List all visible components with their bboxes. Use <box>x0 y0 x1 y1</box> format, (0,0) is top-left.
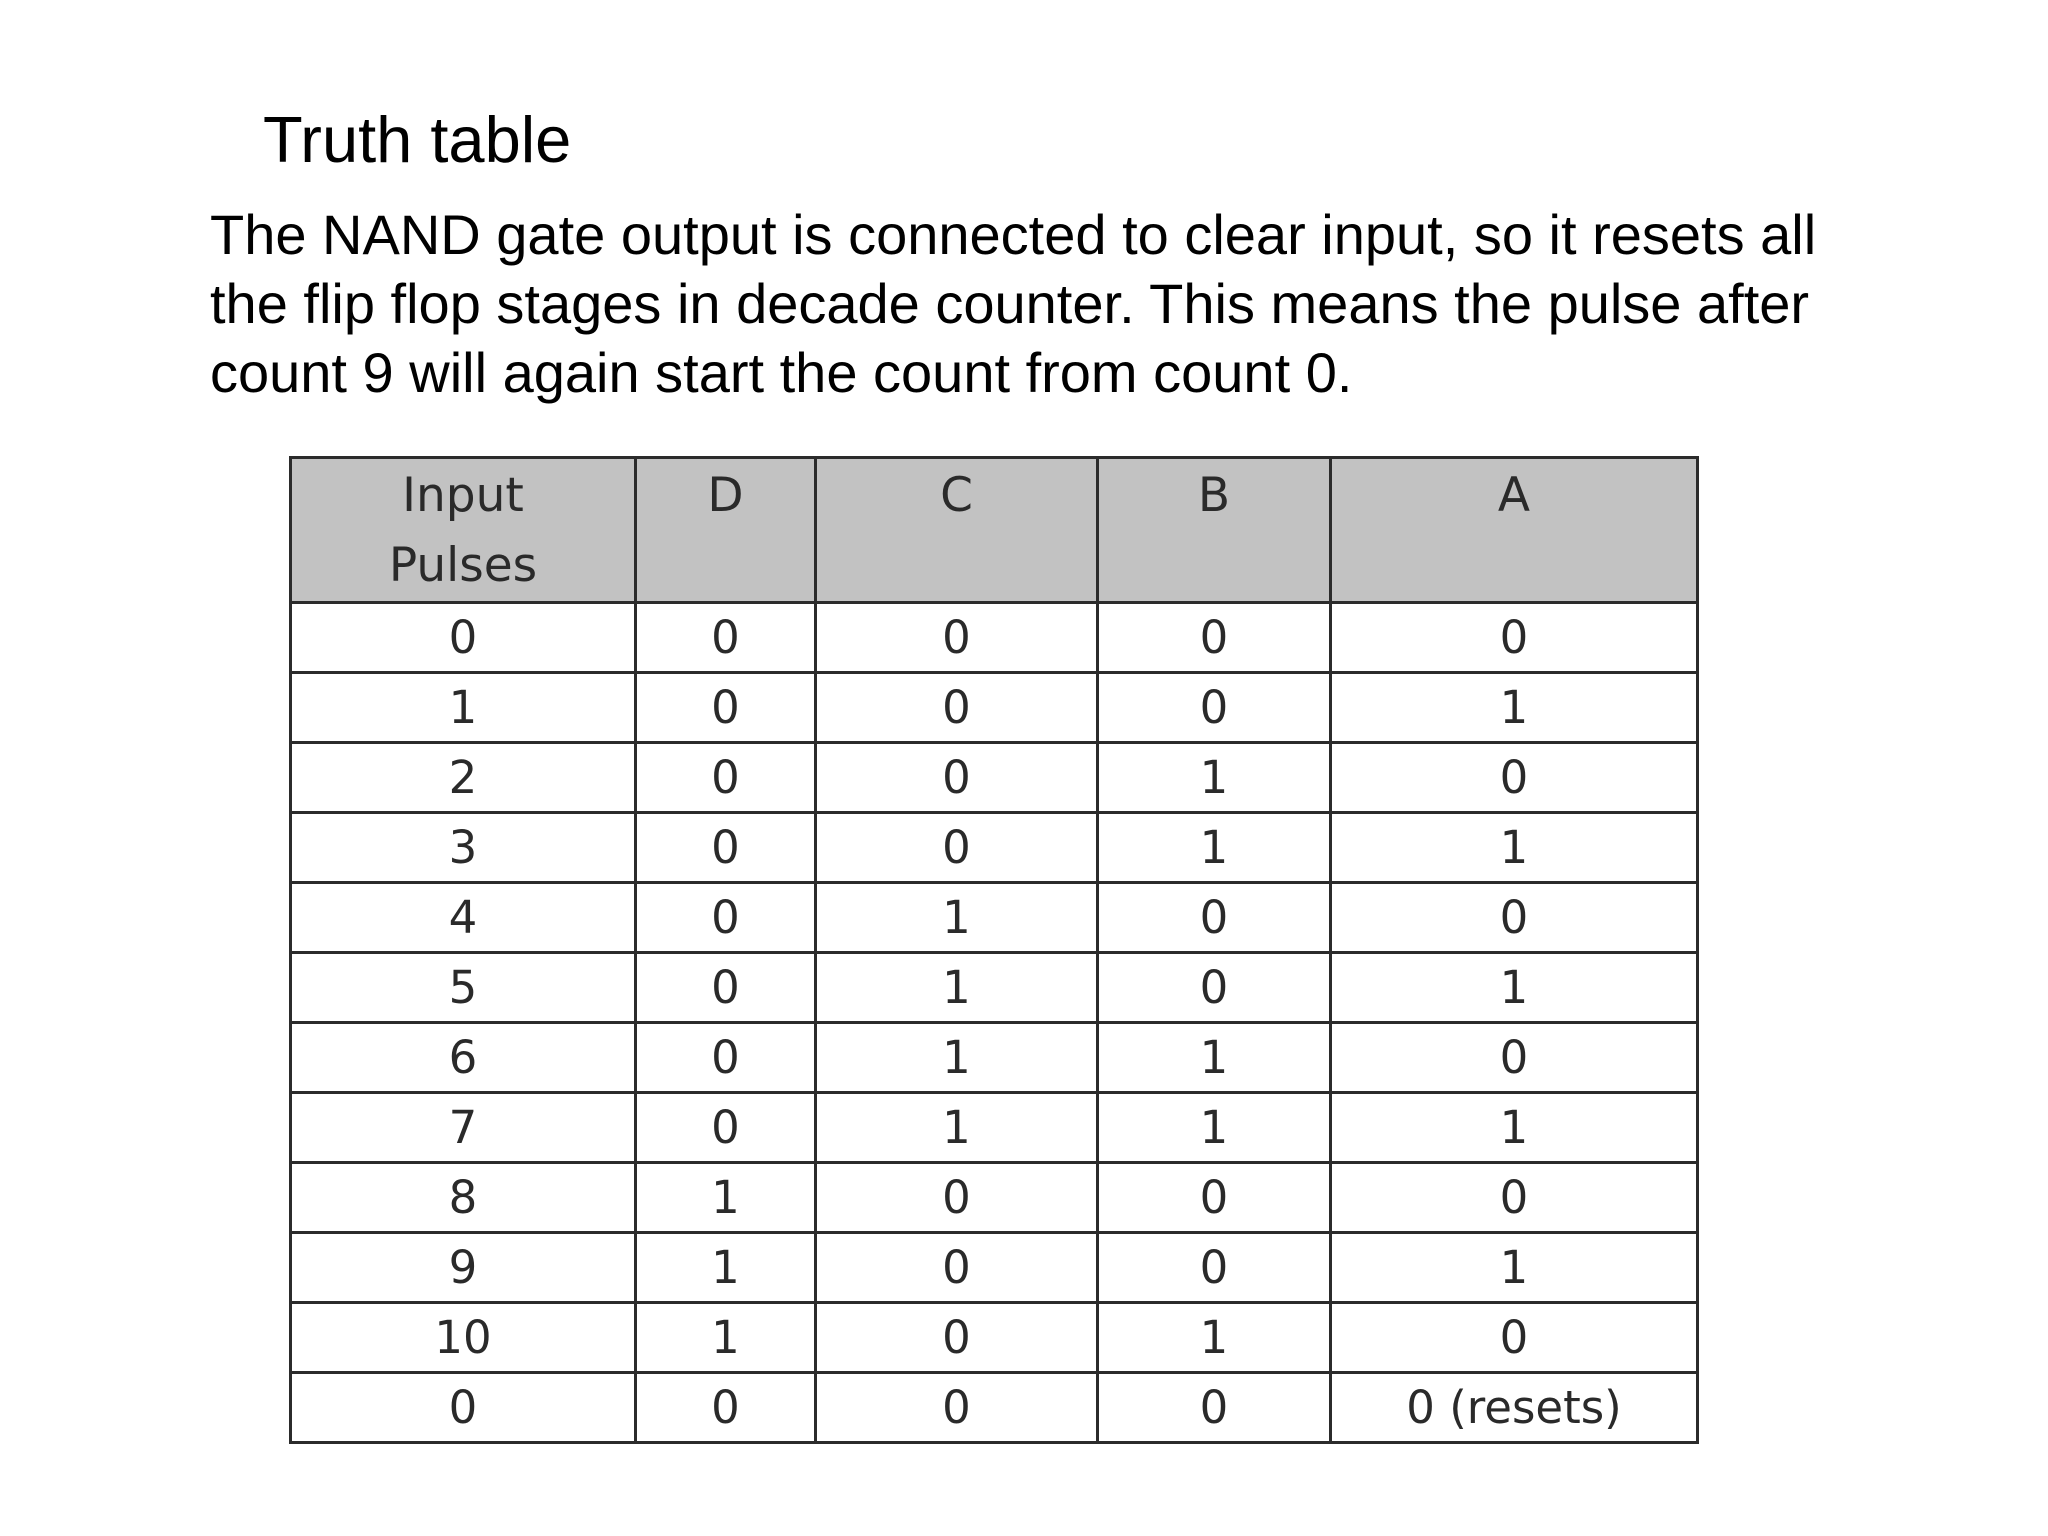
cell-b: 1 <box>1098 1093 1331 1163</box>
cell-input: 9 <box>291 1233 636 1303</box>
cell-b: 0 <box>1098 1163 1331 1233</box>
cell-c: 1 <box>816 1023 1098 1093</box>
table-row <box>291 1023 1698 1093</box>
cell-a: 1 <box>1331 813 1698 883</box>
cell-b: 0 <box>1098 1233 1331 1303</box>
slide-title: Truth table <box>263 103 572 176</box>
cell-c: 1 <box>816 1093 1098 1163</box>
truth-table <box>289 456 1699 1444</box>
table-row <box>291 1373 1698 1443</box>
cell-input: 4 <box>291 883 636 953</box>
description-line: the flip flop stages in decade counter. This means the pulse after <box>210 272 1810 335</box>
cell-input: 1 <box>291 673 636 743</box>
cell-c: 0 <box>816 743 1098 813</box>
header-d: D <box>636 458 816 603</box>
cell-d: 1 <box>636 1233 816 1303</box>
table-row <box>291 953 1698 1023</box>
cell-c: 1 <box>816 953 1098 1023</box>
cell-b: 1 <box>1098 1303 1331 1373</box>
cell-input: 10 <box>291 1303 636 1373</box>
cell-d: 0 <box>636 1023 816 1093</box>
cell-c: 1 <box>816 883 1098 953</box>
cell-d: 1 <box>636 1303 816 1373</box>
cell-d: 0 <box>636 743 816 813</box>
cell-a: 0 <box>1331 743 1698 813</box>
cell-input: 6 <box>291 1023 636 1093</box>
cell-a: 0 <box>1331 1303 1698 1373</box>
cell-c: 0 <box>816 673 1098 743</box>
header-b: B <box>1098 458 1331 603</box>
cell-a: 1 <box>1331 1233 1698 1303</box>
cell-a: 0 (resets) <box>1331 1373 1698 1443</box>
cell-c: 0 <box>816 1163 1098 1233</box>
cell-d: 0 <box>636 1093 816 1163</box>
cell-input: 3 <box>291 813 636 883</box>
cell-input: 0 <box>291 1373 636 1443</box>
cell-input: 2 <box>291 743 636 813</box>
cell-c: 0 <box>816 813 1098 883</box>
cell-a: 0 <box>1331 883 1698 953</box>
cell-c: 0 <box>816 603 1098 673</box>
cell-input: 7 <box>291 1093 636 1163</box>
cell-b: 1 <box>1098 743 1331 813</box>
header-a: A <box>1331 458 1698 603</box>
cell-c: 0 <box>816 1303 1098 1373</box>
cell-b: 0 <box>1098 1373 1331 1443</box>
table-row <box>291 1093 1698 1163</box>
table-row <box>291 883 1698 953</box>
table-row <box>291 603 1698 673</box>
cell-d: 0 <box>636 603 816 673</box>
cell-c: 0 <box>816 1373 1098 1443</box>
cell-a: 0 <box>1331 1023 1698 1093</box>
cell-d: 0 <box>636 673 816 743</box>
cell-input: 8 <box>291 1163 636 1233</box>
cell-d: 0 <box>636 1373 816 1443</box>
cell-b: 1 <box>1098 1023 1331 1093</box>
cell-d: 1 <box>636 1163 816 1233</box>
cell-a: 0 <box>1331 603 1698 673</box>
cell-d: 0 <box>636 953 816 1023</box>
description-paragraph <box>210 200 1970 407</box>
cell-a: 0 <box>1331 1163 1698 1233</box>
header-c: C <box>816 458 1098 603</box>
cell-b: 0 <box>1098 673 1331 743</box>
cell-b: 0 <box>1098 603 1331 673</box>
cell-a: 1 <box>1331 1093 1698 1163</box>
cell-input: 0 <box>291 603 636 673</box>
cell-input: 5 <box>291 953 636 1023</box>
table-row <box>291 1303 1698 1373</box>
header-input-pulses: Input Pulses <box>291 458 636 603</box>
cell-d: 0 <box>636 813 816 883</box>
cell-d: 0 <box>636 883 816 953</box>
table-row <box>291 673 1698 743</box>
table-row <box>291 813 1698 883</box>
description-line: The NAND gate output is connected to clear input, so it resets all <box>210 203 1817 266</box>
table-header-row <box>291 458 1698 603</box>
cell-b: 0 <box>1098 883 1331 953</box>
table-row <box>291 1163 1698 1233</box>
cell-b: 0 <box>1098 953 1331 1023</box>
table-row <box>291 743 1698 813</box>
cell-b: 1 <box>1098 813 1331 883</box>
cell-c: 0 <box>816 1233 1098 1303</box>
description-line: count 9 will again start the count from count 0. <box>210 341 1353 404</box>
cell-a: 1 <box>1331 673 1698 743</box>
table-row <box>291 1233 1698 1303</box>
cell-a: 1 <box>1331 953 1698 1023</box>
